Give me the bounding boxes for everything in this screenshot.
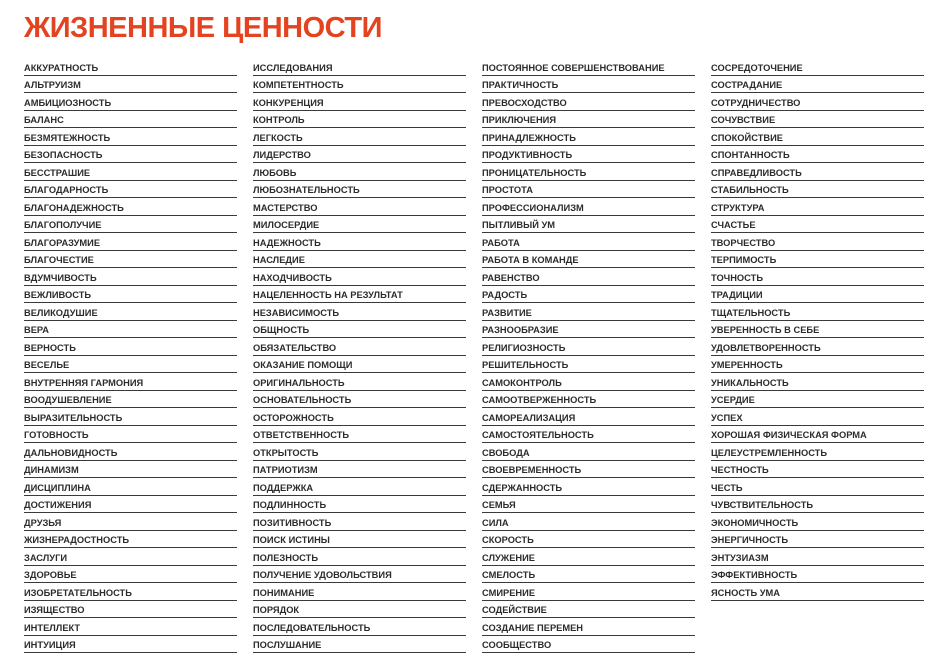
value-item: КОНКУРЕНЦИЯ xyxy=(253,93,466,111)
value-item: ЧЕСТНОСТЬ xyxy=(711,461,924,479)
value-item: БЛАГОНАДЕЖНОСТЬ xyxy=(24,198,237,216)
value-item: БЕЗОПАСНОСТЬ xyxy=(24,146,237,164)
value-item: СПОНТАННОСТЬ xyxy=(711,146,924,164)
value-item: НАСЛЕДИЕ xyxy=(253,251,466,269)
value-item: УСЕРДИЕ xyxy=(711,391,924,409)
value-item: ПЫТЛИВЫЙ УМ xyxy=(482,216,695,234)
value-item: РЕШИТЕЛЬНОСТЬ xyxy=(482,356,695,374)
value-item: УВЕРЕННОСТЬ В СЕБЕ xyxy=(711,321,924,339)
value-item: ПРОФЕССИОНАЛИЗМ xyxy=(482,198,695,216)
value-item: ИЗЯЩЕСТВО xyxy=(24,601,237,619)
value-item: САМОКОНТРОЛЬ xyxy=(482,373,695,391)
value-item: ДОСТИЖЕНИЯ xyxy=(24,496,237,514)
value-item: РЕЛИГИОЗНОСТЬ xyxy=(482,338,695,356)
value-item: РАБОТА xyxy=(482,233,695,251)
value-item: БЛАГОПОЛУЧИЕ xyxy=(24,216,237,234)
value-item: ПОДДЕРЖКА xyxy=(253,478,466,496)
value-item: АЛЬТРУИЗМ xyxy=(24,76,237,94)
value-item: ВНУТРЕННЯЯ ГАРМОНИЯ xyxy=(24,373,237,391)
value-item: СОСРЕДОТОЧЕНИЕ xyxy=(711,58,924,76)
value-item: БЕЗМЯТЕЖНОСТЬ xyxy=(24,128,237,146)
value-item: ТРАДИЦИИ xyxy=(711,286,924,304)
value-item: УНИКАЛЬНОСТЬ xyxy=(711,373,924,391)
value-item: ПРОСТОТА xyxy=(482,181,695,199)
value-item: ЯСНОСТЬ УМА xyxy=(711,583,924,601)
value-item: КОМПЕТЕНТНОСТЬ xyxy=(253,76,466,94)
value-item: ВЕЖЛИВОСТЬ xyxy=(24,286,237,304)
values-column-1 xyxy=(24,58,237,653)
value-item: СКОРОСТЬ xyxy=(482,531,695,549)
value-item: ОТКРЫТОСТЬ xyxy=(253,443,466,461)
value-item: СМИРЕНИЕ xyxy=(482,583,695,601)
value-item: ТОЧНОСТЬ xyxy=(711,268,924,286)
value-item: ТВОРЧЕСТВО xyxy=(711,233,924,251)
value-item: СВОЕВРЕМЕННОСТЬ xyxy=(482,461,695,479)
value-item: ЖИЗНЕРАДОСТНОСТЬ xyxy=(24,531,237,549)
value-item: ВЕСЕЛЬЕ xyxy=(24,356,237,374)
value-item: ИССЛЕДОВАНИЯ xyxy=(253,58,466,76)
value-item: ВЕРНОСТЬ xyxy=(24,338,237,356)
value-item: ВЕРА xyxy=(24,321,237,339)
value-item: СПОКОЙСТВИЕ xyxy=(711,128,924,146)
value-item: ПОСТОЯННОЕ СОВЕРШЕНСТВОВАНИЕ xyxy=(482,58,695,76)
value-item: СОЗДАНИЕ ПЕРЕМЕН xyxy=(482,618,695,636)
value-item: РАДОСТЬ xyxy=(482,286,695,304)
value-item: ПОЛЕЗНОСТЬ xyxy=(253,548,466,566)
value-item: ОБЩНОСТЬ xyxy=(253,321,466,339)
value-item: ПРОНИЦАТЕЛЬНОСТЬ xyxy=(482,163,695,181)
value-item: ТЕРПИМОСТЬ xyxy=(711,251,924,269)
value-item: НАХОДЧИВОСТЬ xyxy=(253,268,466,286)
value-item: АККУРАТНОСТЬ xyxy=(24,58,237,76)
value-item: СИЛА xyxy=(482,513,695,531)
value-item: ПОЗИТИВНОСТЬ xyxy=(253,513,466,531)
value-item: ЛЮБОЗНАТЕЛЬНОСТЬ xyxy=(253,181,466,199)
value-item: СТРУКТУРА xyxy=(711,198,924,216)
value-item: БЛАГОДАРНОСТЬ xyxy=(24,181,237,199)
value-item: ИНТЕЛЛЕКТ xyxy=(24,618,237,636)
value-item: ЭКОНОМИЧНОСТЬ xyxy=(711,513,924,531)
value-item: ДИСЦИПЛИНА xyxy=(24,478,237,496)
value-item: ОКАЗАНИЕ ПОМОЩИ xyxy=(253,356,466,374)
value-item: ПАТРИОТИЗМ xyxy=(253,461,466,479)
value-item: ЦЕЛЕУСТРЕМЛЕННОСТЬ xyxy=(711,443,924,461)
value-item: ПОНИМАНИЕ xyxy=(253,583,466,601)
value-item: СОДЕЙСТВИЕ xyxy=(482,601,695,619)
value-item: ЭНТУЗИАЗМ xyxy=(711,548,924,566)
value-item: САМОРЕАЛИЗАЦИЯ xyxy=(482,408,695,426)
value-item: ПОСЛУШАНИЕ xyxy=(253,636,466,654)
value-item: БЛАГОЧЕСТИЕ xyxy=(24,251,237,269)
value-item: ПОРЯДОК xyxy=(253,601,466,619)
value-item: НАЦЕЛЕННОСТЬ НА РЕЗУЛЬТАТ xyxy=(253,286,466,304)
values-column-3 xyxy=(482,58,695,653)
value-item: БЕССТРАШИЕ xyxy=(24,163,237,181)
value-item: ДАЛЬНОВИДНОСТЬ xyxy=(24,443,237,461)
value-item: ИНТУИЦИЯ xyxy=(24,636,237,654)
value-item: УСПЕХ xyxy=(711,408,924,426)
value-item: ОСНОВАТЕЛЬНОСТЬ xyxy=(253,391,466,409)
value-item: ЗАСЛУГИ xyxy=(24,548,237,566)
value-item: ПОДЛИННОСТЬ xyxy=(253,496,466,514)
value-item: ДРУЗЬЯ xyxy=(24,513,237,531)
value-item: СЧАСТЬЕ xyxy=(711,216,924,234)
value-item: ОТВЕТСТВЕННОСТЬ xyxy=(253,426,466,444)
value-item: СВОБОДА xyxy=(482,443,695,461)
value-item: УМЕРЕННОСТЬ xyxy=(711,356,924,374)
value-item: ОРИГИНАЛЬНОСТЬ xyxy=(253,373,466,391)
value-item: ЧУВСТВИТЕЛЬНОСТЬ xyxy=(711,496,924,514)
value-item: ИЗОБРЕТАТЕЛЬНОСТЬ xyxy=(24,583,237,601)
value-item: НЕЗАВИСИМОСТЬ xyxy=(253,303,466,321)
value-item: ЭНЕРГИЧНОСТЬ xyxy=(711,531,924,549)
value-item: ЭФФЕКТИВНОСТЬ xyxy=(711,566,924,584)
value-item: ГОТОВНОСТЬ xyxy=(24,426,237,444)
value-item: РАБОТА В КОМАНДЕ xyxy=(482,251,695,269)
value-item: ВЫРАЗИТЕЛЬНОСТЬ xyxy=(24,408,237,426)
value-item: МАСТЕРСТВО xyxy=(253,198,466,216)
value-item: СМЕЛОСТЬ xyxy=(482,566,695,584)
value-item: ПРИНАДЛЕЖНОСТЬ xyxy=(482,128,695,146)
value-item: ТЩАТЕЛЬНОСТЬ xyxy=(711,303,924,321)
value-item: САМООТВЕРЖЕННОСТЬ xyxy=(482,391,695,409)
value-item: ЧЕСТЬ xyxy=(711,478,924,496)
value-item: ОБЯЗАТЕЛЬСТВО xyxy=(253,338,466,356)
value-item: СОСТРАДАНИЕ xyxy=(711,76,924,94)
value-item: ЛЮБОВЬ xyxy=(253,163,466,181)
value-item: ДИНАМИЗМ xyxy=(24,461,237,479)
value-item: ЛЕГКОСТЬ xyxy=(253,128,466,146)
value-item: СЕМЬЯ xyxy=(482,496,695,514)
value-item: НАДЕЖНОСТЬ xyxy=(253,233,466,251)
value-item: ПРЕВОСХОДСТВО xyxy=(482,93,695,111)
value-item: ВООДУШЕВЛЕНИЕ xyxy=(24,391,237,409)
value-item: СПРАВЕДЛИВОСТЬ xyxy=(711,163,924,181)
value-item: ЗДОРОВЬЕ xyxy=(24,566,237,584)
value-item: КОНТРОЛЬ xyxy=(253,111,466,129)
value-item: СООБЩЕСТВО xyxy=(482,636,695,654)
value-item: ОСТОРОЖНОСТЬ xyxy=(253,408,466,426)
value-item: СОТРУДНИЧЕСТВО xyxy=(711,93,924,111)
value-item: РАЗНООБРАЗИЕ xyxy=(482,321,695,339)
value-item: СОЧУВСТВИЕ xyxy=(711,111,924,129)
value-item: ЛИДЕРСТВО xyxy=(253,146,466,164)
value-item: СЛУЖЕНИЕ xyxy=(482,548,695,566)
value-item: СТАБИЛЬНОСТЬ xyxy=(711,181,924,199)
value-item: ПОИСК ИСТИНЫ xyxy=(253,531,466,549)
value-item: МИЛОСЕРДИЕ xyxy=(253,216,466,234)
value-item: САМОСТОЯТЕЛЬНОСТЬ xyxy=(482,426,695,444)
value-item: ВЕЛИКОДУШИЕ xyxy=(24,303,237,321)
value-item: РАВЕНСТВО xyxy=(482,268,695,286)
value-item: БАЛАНС xyxy=(24,111,237,129)
value-item: ПРИКЛЮЧЕНИЯ xyxy=(482,111,695,129)
value-item: АМБИЦИОЗНОСТЬ xyxy=(24,93,237,111)
value-item: ХОРОШАЯ ФИЗИЧЕСКАЯ ФОРМА xyxy=(711,426,924,444)
value-item: УДОВЛЕТВОРЕННОСТЬ xyxy=(711,338,924,356)
values-column-4 xyxy=(711,58,924,601)
value-item: СДЕРЖАННОСТЬ xyxy=(482,478,695,496)
value-item: ПРАКТИЧНОСТЬ xyxy=(482,76,695,94)
values-column-2 xyxy=(253,58,466,653)
value-item: БЛАГОРАЗУМИЕ xyxy=(24,233,237,251)
page-title: ЖИЗНЕННЫЕ ЦЕННОСТИ xyxy=(24,12,382,44)
value-item: РАЗВИТИЕ xyxy=(482,303,695,321)
value-item: ВДУМЧИВОСТЬ xyxy=(24,268,237,286)
value-item: ПОЛУЧЕНИЕ УДОВОЛЬСТВИЯ xyxy=(253,566,466,584)
value-item: ПРОДУКТИВНОСТЬ xyxy=(482,146,695,164)
value-item: ПОСЛЕДОВАТЕЛЬНОСТЬ xyxy=(253,618,466,636)
